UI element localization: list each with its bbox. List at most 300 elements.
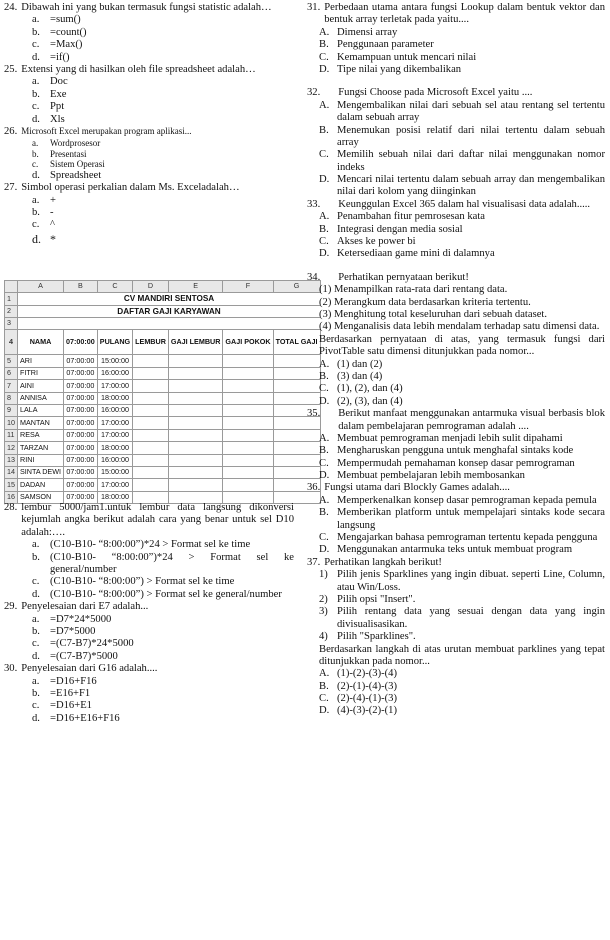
question-37 — [307, 557, 605, 718]
cell-gaji-lembur — [168, 392, 223, 404]
question-28 — [4, 502, 294, 601]
option[interactable] — [32, 27, 294, 39]
question-number: 36. — [307, 482, 321, 494]
sheet-row — [5, 367, 321, 379]
cell-gaji-pokok — [223, 454, 273, 466]
option[interactable] — [32, 688, 294, 700]
step-text: Pilih "Sparklines". — [337, 631, 416, 643]
option[interactable] — [319, 359, 605, 371]
option-text: Doc — [50, 76, 68, 88]
question-text: Simbol operasi perkalian dalam Ms. Exceladalah… — [21, 182, 240, 194]
statement: (1) Menampilkan rata-rata dari rentang data. — [319, 284, 508, 296]
question-number: 31. — [307, 2, 321, 13]
cell-gaji-pokok — [223, 404, 273, 416]
sheet-row — [5, 392, 321, 404]
statement: (4) Menganalisis data lebih mendalam terhadap satu dimensi data. — [319, 321, 600, 333]
option-text: =D16+F16 — [50, 675, 97, 687]
option-letter: c. — [32, 101, 40, 113]
question-29 — [4, 601, 294, 663]
option-text: (4)-(3)-(2)-(1) — [337, 705, 397, 717]
option[interactable] — [319, 544, 605, 556]
option[interactable] — [319, 211, 605, 223]
option[interactable] — [319, 39, 605, 51]
column-letter: A — [18, 280, 64, 292]
option-letter: C. — [319, 457, 329, 469]
option-letter: d. — [32, 231, 41, 246]
option-text: (C10-B10- “8:00:00”)*24 > Format sel ke time — [50, 539, 251, 551]
cell-nama: TARZAN — [18, 442, 64, 454]
option-letter: B. — [319, 370, 329, 382]
row-number: 10 — [5, 417, 18, 429]
option[interactable] — [32, 207, 294, 219]
option-text: Penambahan fitur pemrosesan kata — [337, 211, 485, 223]
question-number: 25. — [4, 63, 18, 75]
option-letter: c. — [32, 219, 40, 231]
option-text: Memperkenalkan konsep dasar pemrograman kepada pemula — [337, 494, 597, 506]
cell-masuk: 07:00:00 — [64, 429, 98, 441]
corner-cell — [5, 280, 18, 292]
row-number: 8 — [5, 392, 18, 404]
option-text: =if() — [50, 51, 70, 63]
empty-cell — [18, 318, 321, 330]
option-letter: d. — [32, 169, 40, 181]
option[interactable] — [319, 224, 605, 236]
cell-masuk: 07:00:00 — [64, 355, 98, 367]
option-text: (C10-B10- “8:00:00”) > Format sel ke time — [50, 576, 235, 588]
option-letter: A. — [319, 432, 330, 444]
column-letter: F — [223, 280, 273, 292]
cell-nama: DADAN — [18, 479, 64, 491]
option[interactable] — [32, 159, 294, 170]
option[interactable] — [319, 470, 605, 482]
cell-pulang: 15:00:00 — [97, 355, 132, 367]
cell-lembur — [133, 454, 169, 466]
question-32 — [307, 87, 605, 199]
cell-gaji-lembur — [168, 404, 223, 416]
option[interactable] — [32, 626, 294, 638]
option-text: =sum() — [50, 14, 81, 26]
cell-pulang: 17:00:00 — [97, 429, 132, 441]
option[interactable] — [319, 495, 605, 507]
cell-nama: RESA — [18, 429, 64, 441]
question-text: Dibawah ini yang bukan termasuk fungsi statistic adalah… — [21, 2, 272, 13]
option-text: Mempermudah pemahaman konsep dasar pemrograman — [337, 457, 575, 469]
sheet-title-payroll: DAFTAR GAJI KARYAWAN — [18, 305, 321, 317]
option[interactable] — [32, 114, 294, 126]
option[interactable] — [319, 371, 605, 383]
option[interactable] — [32, 101, 294, 113]
option-letter: D. — [319, 395, 330, 407]
cell-gaji-lembur — [168, 417, 223, 429]
column-letter: C — [97, 280, 132, 292]
option-text: =count() — [50, 26, 87, 38]
question-number: 26. — [4, 125, 18, 137]
option[interactable] — [319, 433, 605, 445]
option-letter: D. — [319, 174, 330, 186]
question-text: Penyelesaian dari E7 adalah... — [21, 601, 149, 613]
cell-gaji-lembur — [168, 355, 223, 367]
row-number: 1 — [5, 293, 18, 305]
option-text: =(C7-B7)*5000 — [50, 650, 118, 662]
option-text: =D16+E16+F16 — [50, 712, 120, 724]
option-letter: a. — [32, 613, 40, 625]
cell-lembur — [133, 442, 169, 454]
question-31 — [307, 2, 605, 76]
row-number: 4 — [5, 330, 18, 355]
option[interactable] — [319, 396, 605, 408]
column-letter: D — [133, 280, 169, 292]
option-text: Tipe nilai yang dikembalikan — [337, 63, 462, 75]
option-letter: c. — [32, 39, 40, 51]
option[interactable] — [32, 76, 294, 88]
cell-gaji-lembur — [168, 380, 223, 392]
cell-gaji-pokok — [223, 355, 273, 367]
question-prompt: Berdasarkan langkah di atas urutan membuat parklines yang tepat ditunjukkan pada nomor... — [319, 643, 605, 667]
option-letter: b. — [32, 26, 40, 38]
question-35 — [307, 408, 605, 482]
option[interactable] — [319, 532, 605, 544]
statement: (2) Merangkum data berdasarkan kriteria tertentu. — [319, 296, 531, 308]
question-27 — [4, 182, 294, 246]
step — [319, 631, 605, 643]
cell-gaji-lembur — [168, 367, 223, 379]
cell-nama: MANTAN — [18, 417, 64, 429]
option[interactable] — [319, 27, 605, 39]
header-cell: TOTAL GAJI — [273, 330, 320, 355]
option-letter: C. — [319, 236, 329, 248]
question-text: Fungsi utama dari Blockly Games adalah.... — [324, 482, 510, 494]
sheet-row — [5, 454, 321, 466]
step-text: Pilih opsi "Insert". — [337, 593, 416, 605]
option-letter: a. — [32, 138, 39, 149]
question-number: 24. — [4, 2, 18, 13]
option-text: (2)-(4)-(1)-(3) — [337, 693, 397, 705]
option-text: (3) dan (4) — [337, 370, 383, 382]
option-text: =(C7-B7)*24*5000 — [50, 638, 134, 650]
row-number: 5 — [5, 355, 18, 367]
question-number: 37. — [307, 556, 321, 568]
cell-pulang: 16:00:00 — [97, 367, 132, 379]
option[interactable] — [319, 383, 605, 395]
option-letter: b. — [32, 88, 40, 100]
option-text: Mengharuskan pengguna untuk menghafal sintaks kode — [337, 445, 574, 457]
option[interactable] — [32, 89, 294, 101]
option[interactable] — [32, 539, 294, 551]
option-letter: d. — [32, 588, 40, 600]
option-letter: b. — [32, 148, 39, 159]
question-number: 27. — [4, 182, 18, 194]
option-text: =D7*5000 — [50, 625, 96, 637]
header-cell: GAJI POKOK — [223, 330, 273, 355]
option-letter: b. — [32, 551, 40, 563]
option-letter: A. — [319, 494, 330, 506]
cell-masuk: 07:00:00 — [64, 392, 98, 404]
row-number: 15 — [5, 479, 18, 491]
option-letter: D. — [319, 63, 330, 75]
cell-lembur — [133, 429, 169, 441]
cell-pulang: 18:00:00 — [97, 442, 132, 454]
option-letter: B. — [319, 39, 329, 51]
question-prompt: Berdasarkan pernyataan di atas, yang termasuk fungsi dari PivotTable satu dimensi ditunjukkan pada nomor... — [319, 333, 605, 358]
option[interactable] — [32, 576, 294, 588]
option[interactable] — [32, 589, 294, 601]
cell-nama: SINTA DEWI — [18, 466, 64, 478]
option-text: Menggunakan antarmuka teks untuk membuat program — [337, 544, 573, 556]
option-text: Akses ke power bi — [337, 236, 416, 248]
option-letter: A. — [319, 26, 330, 38]
option-letter: c. — [32, 700, 40, 712]
option[interactable] — [32, 614, 294, 626]
cell-lembur — [133, 367, 169, 379]
option-letter: C. — [319, 149, 329, 161]
step — [319, 569, 605, 594]
option[interactable] — [32, 552, 294, 577]
option-text: =D7*24*5000 — [50, 613, 112, 625]
option-letter: A. — [319, 99, 330, 111]
question-24 — [4, 2, 294, 64]
option-letter: c. — [32, 576, 40, 588]
option[interactable] — [32, 170, 294, 182]
option-text: =Max() — [50, 39, 83, 51]
option[interactable] — [319, 458, 605, 470]
option-text: Mengembalikan nilai dari sebuah sel atau rentang sel tertentu dalam sebuah array — [337, 99, 605, 124]
question-text: Berikut manfaat menggunakan antarmuka visual berbasis blok dalam pembelajaran pemrograman adalah .... — [338, 408, 605, 432]
option-text: Mencari nilai tertentu dalam sebuah array dan mengembalikan nilai dari kolom yang diinginkan — [337, 174, 605, 198]
question-text: Perhatikan pernyataan berikut! — [338, 271, 469, 283]
option-text: + — [50, 194, 56, 206]
step-text: Pilih jenis Sparklines yang ingin dibuat. seperti Line, Column, atau Win/Loss. — [337, 569, 605, 593]
option[interactable] — [32, 39, 294, 51]
question-text: Microsoft Excel merupakan program aplikasi... — [21, 125, 192, 136]
sheet-row — [5, 293, 321, 305]
question-36 — [307, 482, 605, 556]
sheet-row — [5, 466, 321, 478]
option[interactable] — [32, 700, 294, 712]
option-text: Memilih sebuah nilai dari daftar nilai menggunakan nomor indeks — [337, 149, 605, 173]
cell-masuk: 07:00:00 — [64, 404, 98, 416]
cell-pulang: 18:00:00 — [97, 392, 132, 404]
sheet-body — [5, 355, 321, 504]
option[interactable] — [319, 236, 605, 248]
cell-gaji-pokok — [223, 392, 273, 404]
row-number: 6 — [5, 367, 18, 379]
row-number: 9 — [5, 404, 18, 416]
sheet-row — [5, 417, 321, 429]
cell-pulang: 17:00:00 — [97, 417, 132, 429]
cell-masuk: 07:00:00 — [64, 380, 98, 392]
step — [319, 594, 605, 606]
column-letter: E — [168, 280, 223, 292]
option-letter: D. — [319, 705, 330, 717]
cell-masuk: 07:00:00 — [64, 466, 98, 478]
cell-pulang: 16:00:00 — [97, 404, 132, 416]
sheet-header-row — [5, 330, 321, 355]
option[interactable] — [319, 64, 605, 76]
option[interactable] — [32, 713, 294, 725]
option-text: Exe — [50, 88, 67, 100]
option[interactable] — [32, 232, 294, 246]
cell-pulang: 16:00:00 — [97, 454, 132, 466]
option-letter: B. — [319, 445, 329, 457]
option-text: Ppt — [50, 101, 65, 113]
column-letter: B — [64, 280, 98, 292]
cell-lembur — [133, 392, 169, 404]
option-text: (1) dan (2) — [337, 358, 383, 370]
option-text: Dimensi array — [337, 26, 398, 38]
option-text: (1), (2), dan (4) — [337, 383, 403, 395]
column-letters-row — [5, 280, 321, 292]
cell-masuk: 07:00:00 — [64, 442, 98, 454]
option[interactable] — [319, 507, 605, 532]
option-text: (C10-B10- “8:00:00”) > Format sel ke general/number — [50, 588, 282, 600]
option-letter: b. — [32, 207, 40, 219]
option-letter: C. — [319, 383, 329, 395]
header-cell: PULANG — [97, 330, 132, 355]
row-number: 7 — [5, 380, 18, 392]
option-text: - — [50, 207, 54, 219]
option-text: Mengajarkan bahasa pemrograman tertentu kepada pengguna — [337, 532, 598, 544]
sheet-row — [5, 442, 321, 454]
option[interactable] — [319, 705, 605, 717]
option-letter: b. — [32, 687, 40, 699]
sheet-row — [5, 380, 321, 392]
cell-lembur — [133, 404, 169, 416]
question-text: lembur 5000/jam1.untuk lembur data langsung dikonversi kejumlah angka berikut adalah cara yang benar untuk sel D10 adalah:…. — [21, 502, 294, 538]
cell-gaji-lembur — [168, 479, 223, 491]
option[interactable] — [319, 174, 605, 199]
sheet-row — [5, 318, 321, 330]
cell-masuk: 07:00:00 — [64, 367, 98, 379]
cell-gaji-lembur — [168, 454, 223, 466]
option-letter: B. — [319, 223, 329, 235]
option-letter: a. — [32, 14, 40, 26]
cell-lembur — [133, 479, 169, 491]
option[interactable] — [319, 668, 605, 680]
option-letter: d. — [32, 113, 40, 125]
cell-pulang: 15:00:00 — [97, 466, 132, 478]
option-letter: d. — [32, 650, 40, 662]
option[interactable] — [32, 14, 294, 26]
option-text: * — [50, 231, 56, 246]
option[interactable] — [32, 219, 294, 231]
cell-masuk: 07:00:00 — [64, 454, 98, 466]
option-text: (2)-(1)-(4)-(3) — [337, 680, 397, 692]
cell-gaji-lembur — [168, 442, 223, 454]
option[interactable] — [319, 125, 605, 150]
question-30 — [4, 663, 294, 725]
option[interactable] — [319, 149, 605, 174]
option[interactable] — [32, 195, 294, 207]
option[interactable] — [319, 445, 605, 457]
option-letter: a. — [32, 675, 40, 687]
option-letter: A. — [319, 211, 330, 223]
question-text: Extensi yang di hasilkan oleh file spreadsheet adalah… — [21, 63, 256, 75]
statement: (3) Menghitung total keseluruhan dari sebuah dataset. — [319, 308, 547, 320]
option-text: Xls — [50, 113, 65, 125]
option-letter: D. — [319, 544, 330, 556]
cell-gaji-pokok — [223, 466, 273, 478]
option[interactable] — [32, 638, 294, 650]
option-letter: d. — [32, 51, 40, 63]
question-number: 30. — [4, 663, 18, 675]
option-letter: C. — [319, 693, 329, 705]
option-text: Presentasi — [50, 148, 87, 159]
option-text: (C10-B10- “8:00:00”)*24 > Format sel ke general/number — [50, 551, 294, 576]
option[interactable] — [32, 676, 294, 688]
option-text: Integrasi dengan media sosial — [337, 223, 463, 235]
cell-nama: LALA — [18, 404, 64, 416]
question-25 — [4, 64, 294, 126]
question-text: Fungsi Choose pada Microsoft Excel yaitu .... — [338, 87, 533, 99]
option-text: Ketersediaan game mini di dalamnya — [337, 248, 495, 260]
cell-masuk: 07:00:00 — [64, 491, 98, 503]
sheet-row — [5, 305, 321, 317]
question-text: Keunggulan Excel 365 dalam hal visualisasi data adalah..... — [338, 198, 591, 210]
option-text: Penggunaan parameter — [337, 39, 434, 51]
question-number: 32. — [307, 87, 321, 99]
option[interactable] — [32, 149, 294, 160]
option[interactable] — [319, 693, 605, 705]
option[interactable] — [32, 52, 294, 64]
row-number: 12 — [5, 442, 18, 454]
option-text: (1)-(2)-(3)-(4) — [337, 668, 397, 680]
step-number: 4) — [319, 631, 328, 643]
row-number: 13 — [5, 454, 18, 466]
cell-gaji-lembur — [168, 429, 223, 441]
option-text: =D16+E1 — [50, 700, 92, 712]
option[interactable] — [319, 681, 605, 693]
sheet-row — [5, 479, 321, 491]
option-text: Menemukan posisi relatif dari nilai tertentu dalam sebuah array — [337, 124, 605, 148]
sheet-row — [5, 404, 321, 416]
header-cell: GAJI LEMBUR — [168, 330, 223, 355]
cell-gaji-pokok — [223, 442, 273, 454]
question-number: 28. — [4, 502, 18, 514]
cell-gaji-pokok — [223, 417, 273, 429]
sheet-row — [5, 355, 321, 367]
step-number: 1) — [319, 569, 328, 581]
cell-lembur — [133, 355, 169, 367]
step-number: 2) — [319, 593, 328, 605]
option[interactable] — [319, 52, 605, 64]
question-number: 33. — [307, 198, 321, 210]
header-cell: LEMBUR — [133, 330, 169, 355]
option-text: (2), (3), dan (4) — [337, 395, 403, 407]
question-text: Perhatikan langkah berikut! — [324, 556, 442, 568]
option[interactable] — [32, 138, 294, 149]
option-letter: a. — [32, 539, 40, 551]
cell-lembur — [133, 380, 169, 392]
option-text: Memberikan platform untuk mempelajari sintaks kode secara langsung — [337, 507, 605, 531]
option-letter: B. — [319, 507, 329, 519]
option[interactable] — [32, 651, 294, 663]
question-number: 29. — [4, 601, 18, 613]
option[interactable] — [319, 100, 605, 125]
step — [319, 606, 605, 631]
cell-lembur — [133, 417, 169, 429]
option[interactable] — [319, 248, 605, 260]
option-letter: A. — [319, 668, 330, 680]
row-number: 16 — [5, 491, 18, 503]
question-26 — [4, 126, 294, 182]
cell-lembur — [133, 466, 169, 478]
question-text: Penyelesaian dari G16 adalah.... — [21, 663, 158, 675]
option-letter: c. — [32, 638, 40, 650]
cell-masuk: 07:00:00 — [64, 479, 98, 491]
cell-gaji-pokok — [223, 367, 273, 379]
cell-pulang: 17:00:00 — [97, 380, 132, 392]
sheet-row — [5, 429, 321, 441]
